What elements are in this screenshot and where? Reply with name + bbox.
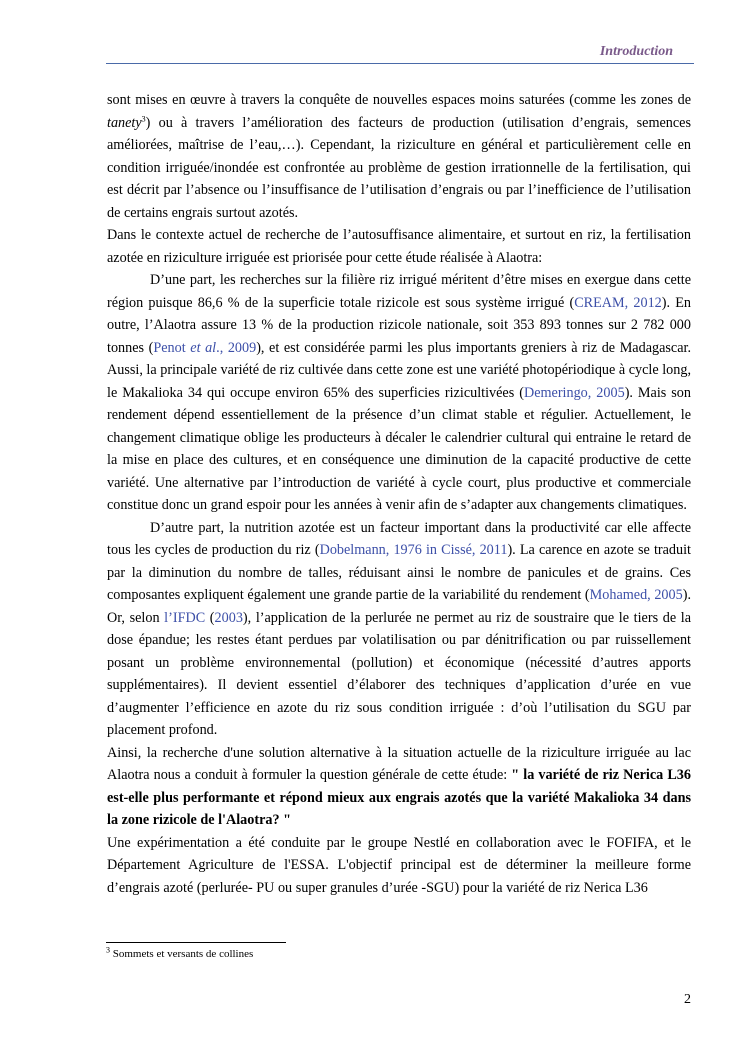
- text-run: D’autre part, la nutrition azotée est un facteur important dans la productivité car elle affecte tous les cycles de production du riz (: [107, 519, 691, 558]
- text-run: sont mises en œuvre à travers la conquête de nouvelles espaces moins saturées (comme les zones de: [107, 92, 691, 108]
- body-text: [107, 89, 691, 899]
- paragraph-6: Une expérimentation a été conduite par le groupe Nestlé en collaboration avec le FOFIFA, et le Département Agriculture de l'ESSA. L'objectif principal est de déterminer la meilleure forme d’engrais azoté (perlurée- PU ou super granules d’urée -SGU) pour la variété de riz Nerica L36: [107, 834, 691, 896]
- citation-link[interactable]: CREAM, 2012: [574, 294, 662, 311]
- text-run: D’une part, les recherches sur la filière riz irrigué méritent d’être mises en exergue dans cette région puisque 86,6 % de la superficie totale rizicole est sous système irrigué (: [107, 272, 691, 311]
- term-tanety: tanety: [107, 114, 142, 131]
- citation-link[interactable]: Mohamed, 2005: [589, 587, 683, 603]
- paragraph-2: Dans le contexte actuel de recherche de l’autosuffisance alimentaire, et surtout en riz, la fertilisation azotée en riziculture irriguée est priorisée pour cette étude réalisée à Alaotra:: [107, 227, 691, 266]
- page-header-title: Introduction: [599, 44, 673, 59]
- text-run: ). La carence en azote se traduit par la diminution du nombre de talles, réduisant ainsi le nombre de panicules et de grains. Ces composantes expliquent également une grande partie de la variabilité du rendement (: [107, 542, 691, 603]
- text-run: Ainsi, la recherche d'une solution alternative à la situation actuelle de la riziculture irriguée au lac Alaotra nous a conduit à formuler la question générale de cette étude:: [107, 744, 691, 783]
- research-question: " la variété de riz Nerica L36 est-elle plus performante et répond mieux aux engrais azotés que la variété Makalioka 34 dans la zone rizicole de l'Alaotra? ": [107, 767, 691, 828]
- footnote-text: Sommets et versants de collines: [110, 948, 254, 960]
- text-run: ). Or, selon: [107, 587, 691, 626]
- header-rule: [106, 63, 694, 64]
- citation-link[interactable]: [153, 340, 256, 356]
- footnote: [106, 945, 254, 960]
- text-run: ) ou à travers l’amélioration des facteurs de production (utilisation d’engrais, semences améliorées, maîtrise de l’eau,…). Cependant, la riziculture en général et particulièrement celle en condition irriguée/inondée est confrontée au problème de gestion irrationnelle de la fertilisation, qui est décrit par l’absence ou l’insuffisance de l’utilisation d’engrais ou par l’inefficience de l’utilisation de certains engrais surtout azotés.: [107, 114, 691, 221]
- paragraph-3: [107, 269, 691, 517]
- text-run: (: [205, 609, 215, 626]
- citation-link[interactable]: 2003: [214, 609, 243, 626]
- footnote-mark: 3: [106, 945, 110, 955]
- citation-link[interactable]: Dobelmann, 1976 in Cissé, 2011: [319, 542, 508, 558]
- text-run: ). En outre, l’Alaotra assure 13 % de la production rizicole nationale, soit 353 893 tonnes sur 2 782 000 tonnes (: [107, 294, 691, 356]
- citation-link[interactable]: Demeringo, 2005: [523, 384, 625, 401]
- citation-author: Penot: [153, 339, 191, 356]
- page-number: 2: [684, 992, 691, 1007]
- citation-etal: et al: [190, 339, 217, 356]
- paragraph-1: [107, 89, 691, 224]
- footnote-rule: [106, 942, 286, 943]
- text-run: ). Mais son rendement dépend essentiellement de la présence d’un climat stable et régulier. Actuellement, le changement climatique oblige les producteurs à décaler le calendrier cultural qui entraine le retard de la mise en place des cultures, et en conséquence une diminution de la capacité productive de cette variété. Une alternative par l’introduction de variété à cycle court, plus productive et commerciale constitue donc un grand espoir pour les années à venir afin de s’adapter aux changements climatiques.: [107, 384, 691, 513]
- text-run: ), l’application de la perlurée ne permet au riz de soustraire que le tiers de la dose épandue; les restes étant perdues par volatilisation ou par dénitrification ou par ruissellement posant un problème environnemental (pollution) et économique (nécessité d’autres apports supplémentaires). Il devient essentiel d’élaborer des techniques d’application d’urée en vue d’augmenter l’efficience en azote du riz sous condition irriguée : d’où l’utilisation du SGU par placement profond.: [107, 609, 691, 738]
- paragraph-4: [107, 517, 691, 742]
- footnote-ref[interactable]: 3: [141, 113, 146, 123]
- citation-year: ., 2009: [216, 339, 257, 356]
- paragraph-5: [107, 742, 691, 832]
- citation-link[interactable]: l’IFDC: [164, 609, 206, 626]
- text-run: ), et est considérée parmi les plus importants greniers à riz de Madagascar. Aussi, la principale variété de riz cultivée dans cette zone est une variété photopériodique à cycle long, le Makalioka 34 qui occupe environ 65% des superficies rizicultivées (: [107, 339, 691, 401]
